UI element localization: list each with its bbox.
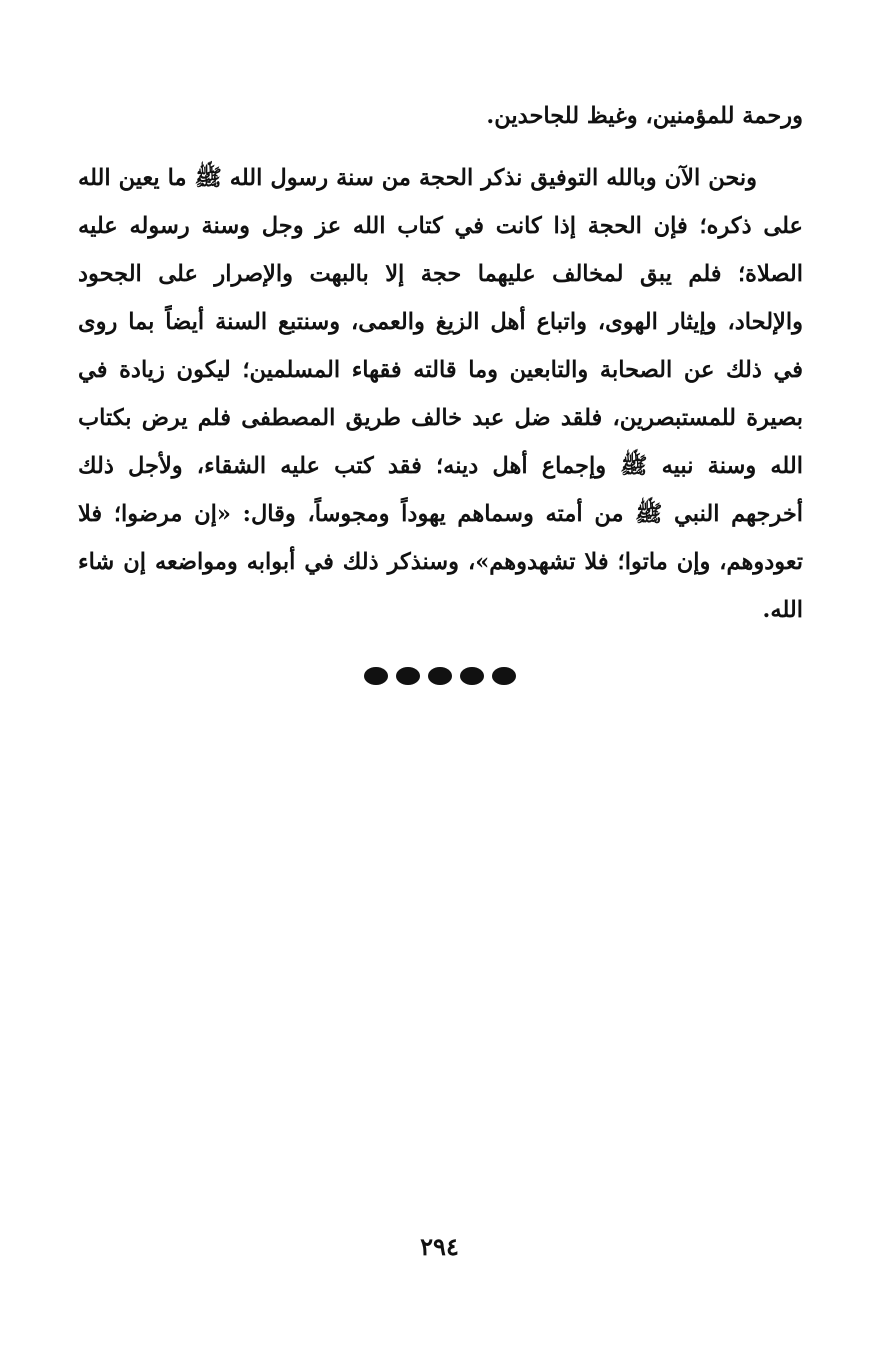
paragraph-line: الله.	[762, 597, 803, 623]
ornament-dot	[428, 667, 452, 685]
paragraph-line: ورحمة للمؤمنين، وغيظ للجاحدين.	[486, 103, 803, 129]
paragraph-line: على ذكره؛ فإن الحجة إذا كانت في كتاب الله عز وجل وسنة رسوله عليه	[78, 213, 803, 239]
section-divider-ornament	[0, 667, 879, 685]
ornament-dot	[396, 667, 420, 685]
paragraph-line: أخرجهم النبي ﷺ من أمته وسماهم يهوداً ومجوساً، وقال: «إن مرضوا؛ فلا	[78, 501, 803, 527]
paragraph-line: والإلحاد، وإيثار الهوى، واتباع أهل الزيغ والعمى، وسنتبع السنة أيضاً بما روى	[78, 309, 803, 335]
ornament-dot	[492, 667, 516, 685]
paragraph-line: الصلاة؛ فلم يبق لمخالف عليهما حجة إلا بالبهت والإصرار على الجحود	[78, 261, 803, 287]
paragraph-line: الله وسنة نبيه ﷺ وإجماع أهل دينه؛ فقد كتب عليه الشقاء، ولأجل ذلك	[78, 453, 803, 479]
paragraph-line: تعودوهم، وإن ماتوا؛ فلا تشهدوهم»، وسنذكر ذلك في أبوابه ومواضعه إن شاء	[78, 549, 803, 575]
paragraph-line: ونحن الآن وبالله التوفيق نذكر الحجة من سنة رسول الله ﷺ ما يعين الله	[78, 165, 757, 191]
body-text	[78, 92, 803, 634]
ornament-dot	[460, 667, 484, 685]
paragraph-line: بصيرة للمستبصرين، فلقد ضل عبد خالف طريق المصطفى فلم يرض بكتاب	[78, 405, 803, 431]
paragraph-line: في ذلك عن الصحابة والتابعين وما قالته فقهاء المسلمين؛ ليكون زيادة في	[78, 357, 803, 383]
page-number: ٢٩٤	[420, 1232, 459, 1261]
ornament-dot	[364, 667, 388, 685]
